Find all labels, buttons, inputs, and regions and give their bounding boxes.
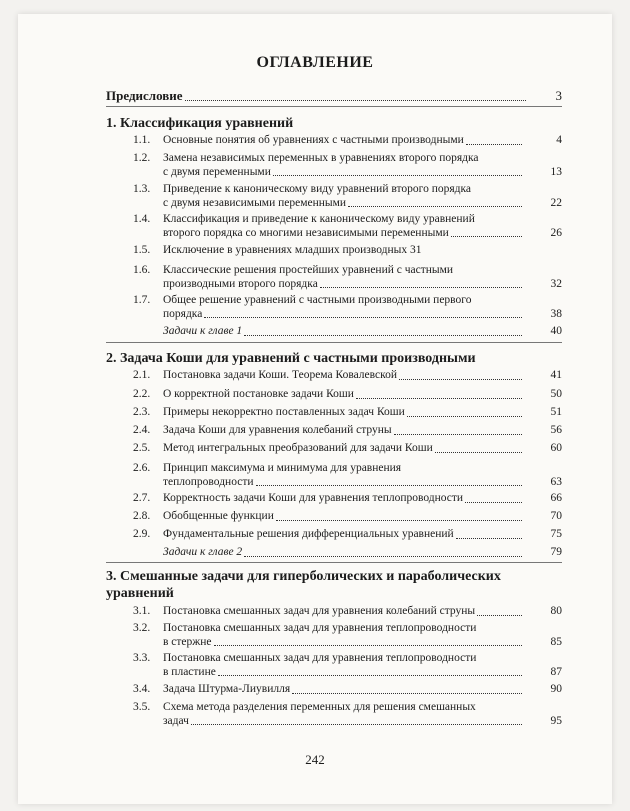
toc-entry[interactable] <box>133 605 562 619</box>
dot-leader <box>477 614 522 616</box>
entry-page: 38 <box>550 307 562 320</box>
entry-title-cont: в пластине <box>163 665 216 678</box>
entry-page: 22 <box>550 196 562 209</box>
entry-page: 50 <box>550 388 562 400</box>
entry-number: 1.6. <box>133 264 151 276</box>
entry-number: 1.7. <box>133 294 151 306</box>
entry-number: 1.2. <box>133 152 151 164</box>
entry-page: 41 <box>550 369 562 381</box>
dot-leader <box>244 555 522 557</box>
divider <box>106 342 562 343</box>
page-number: 242 <box>305 752 325 767</box>
toc-preface-entry[interactable] <box>106 88 562 104</box>
entry-number: 1.3. <box>133 183 151 195</box>
toc-entry[interactable] <box>133 134 562 148</box>
toc-entry[interactable] <box>133 183 562 210</box>
entry-number: 1.5. <box>133 244 151 256</box>
entry-page: 51 <box>550 406 562 418</box>
dot-leader <box>320 286 522 288</box>
dot-leader <box>218 674 522 676</box>
toc-entry[interactable] <box>133 388 562 402</box>
entry-title-cont: с двумя независимыми переменными <box>163 196 347 209</box>
dot-leader <box>456 537 522 539</box>
toc-entry[interactable] <box>133 369 562 383</box>
toc-entry[interactable] <box>133 213 562 240</box>
entry-title: Классификация и приведение к каноническому виду уравнений <box>163 213 475 225</box>
entry-number: 2.6. <box>133 462 151 474</box>
entry-page: 66 <box>550 492 562 504</box>
entry-title: Исключение в уравнениях младших производных 31 <box>163 244 422 256</box>
entry-number: 3.4. <box>133 683 151 695</box>
entry-page: 4 <box>556 134 562 146</box>
dot-leader <box>407 415 522 417</box>
entry-title: Задача Штурма-Лиувилля <box>163 683 291 695</box>
chapter-2-title[interactable]: 2. Задача Коши для уравнений с частными производными <box>106 351 476 366</box>
entry-number: 3.1. <box>133 605 151 617</box>
entry-title: Постановка задачи Коши. Теорема Ковалевской <box>163 369 398 381</box>
toc-entry[interactable] <box>133 510 562 524</box>
entry-title-cont: порядка <box>163 307 203 320</box>
dot-leader <box>256 484 522 486</box>
entry-title: Фундаментальные решения дифференциальных уравнений <box>163 528 454 540</box>
toc-entry[interactable] <box>133 683 562 697</box>
entry-page: 95 <box>550 714 562 727</box>
entry-title: Постановка смешанных задач для уравнения теплопроводности <box>163 622 477 634</box>
dot-leader <box>435 451 522 453</box>
entry-title: Постановка смешанных задач для уравнения колебаний струны <box>163 605 476 617</box>
entry-title: Основные понятия об уравнениях с частными производными <box>163 134 464 146</box>
entry-number: 3.2. <box>133 622 151 634</box>
divider <box>106 562 562 563</box>
dot-leader <box>292 692 522 694</box>
entry-number: 2.7. <box>133 492 151 504</box>
entry-title: Замена независимых переменных в уравнениях второго порядка <box>163 152 479 164</box>
entry-title-cont: задач <box>163 714 189 727</box>
toc-entry[interactable] <box>133 492 562 506</box>
toc-entry[interactable] <box>133 294 562 321</box>
dot-leader <box>204 316 522 318</box>
entry-page: 80 <box>550 605 562 617</box>
entry-page: 13 <box>550 165 562 178</box>
entry-page: 63 <box>550 475 562 488</box>
entry-page: 40 <box>550 325 562 337</box>
entry-title: Общее решение уравнений с частными производными первого <box>163 294 472 306</box>
entry-number: 2.9. <box>133 528 151 540</box>
divider <box>106 106 562 107</box>
entry-page: 60 <box>550 442 562 454</box>
dot-leader <box>451 235 522 237</box>
entry-title: Корректность задачи Коши для уравнения теплопроводности <box>163 492 464 504</box>
dot-leader <box>214 644 523 646</box>
toc-entry[interactable] <box>133 652 562 679</box>
dot-leader <box>466 143 522 145</box>
dot-leader <box>191 723 522 725</box>
entry-page: 90 <box>550 683 562 695</box>
entry-title: Обобщенные функции <box>163 510 274 522</box>
entry-page: 85 <box>550 635 562 648</box>
entry-number: 1.4. <box>133 213 151 225</box>
entry-page: 26 <box>550 226 562 239</box>
entry-title: Приведение к каноническому виду уравнений второго порядка <box>163 183 472 195</box>
dot-leader <box>399 378 522 380</box>
entry-title: Метод интегральных преобразований для задачи Коши <box>163 442 433 454</box>
entry-number: 2.4. <box>133 424 151 436</box>
entry-title: Классические решения простейших уравнений с частными <box>163 264 454 276</box>
entry-page: 79 <box>550 546 562 558</box>
toc-entry[interactable] <box>133 622 562 649</box>
toc-entry[interactable] <box>133 528 562 542</box>
entry-page: 70 <box>550 510 562 522</box>
dot-leader <box>185 99 526 101</box>
toc-entry-exercises[interactable] <box>133 325 562 339</box>
chapter-1-title[interactable]: 1. Классификация уравнений <box>106 116 294 131</box>
entry-number: 2.2. <box>133 388 151 400</box>
entry-page: 32 <box>550 277 562 290</box>
entry-number: 2.5. <box>133 442 151 454</box>
entry-title-cont: производными второго порядка <box>163 277 318 290</box>
dot-leader <box>394 433 522 435</box>
preface-title: Предисловие <box>106 88 183 103</box>
toc-entry[interactable] <box>133 152 562 179</box>
entry-number: 2.3. <box>133 406 151 418</box>
toc-entry[interactable] <box>133 424 562 438</box>
chapter-3-title[interactable]: 3. Смешанные задачи для гиперболических и параболических уравнений <box>106 569 501 601</box>
dot-leader <box>348 205 522 207</box>
entry-number: 3.5. <box>133 701 151 713</box>
entry-number: 2.8. <box>133 510 151 522</box>
entry-title-cont: с двумя переменными <box>163 165 271 178</box>
toc-entry[interactable] <box>133 244 562 258</box>
toc-entry[interactable] <box>133 406 562 420</box>
dot-leader <box>273 174 522 176</box>
entry-title: Задачи к главе 1 <box>163 325 243 337</box>
toc-entry[interactable] <box>133 264 562 291</box>
entry-number: 1.1. <box>133 134 151 146</box>
entry-page: 75 <box>550 528 562 540</box>
dot-leader <box>276 519 522 521</box>
toc-entry[interactable] <box>133 701 562 728</box>
entry-page: 87 <box>550 665 562 678</box>
entry-title-cont: второго порядка со многими независимыми переменными <box>163 226 449 239</box>
page-title: ОГЛАВЛЕНИЕ <box>256 54 374 71</box>
entry-title: Постановка смешанных задач для уравнения теплопроводности <box>163 652 477 664</box>
dot-leader <box>244 334 522 336</box>
entry-title-cont: теплопроводности <box>163 475 254 488</box>
entry-title: Задача Коши для уравнения колебаний струны <box>163 424 392 436</box>
entry-title: Примеры некорректно поставленных задач Коши <box>163 406 405 418</box>
entry-number: 2.1. <box>133 369 151 381</box>
entry-title: Принцип максимума и минимума для уравнения <box>163 462 402 474</box>
entry-number: 3.3. <box>133 652 151 664</box>
entry-title: О корректной постановке задачи Коши <box>163 388 354 400</box>
dot-leader <box>465 501 522 503</box>
entry-title-cont: в стержне <box>163 635 212 648</box>
preface-page: 3 <box>555 88 562 103</box>
toc-entry[interactable] <box>133 462 562 489</box>
dot-leader <box>356 397 522 399</box>
entry-title: Задачи к главе 2 <box>163 546 243 558</box>
entry-title: Схема метода разделения переменных для решения смешанных <box>163 701 476 713</box>
entry-page: 56 <box>550 424 562 436</box>
toc-entry-exercises[interactable] <box>133 546 562 560</box>
toc-entry[interactable] <box>133 442 562 456</box>
